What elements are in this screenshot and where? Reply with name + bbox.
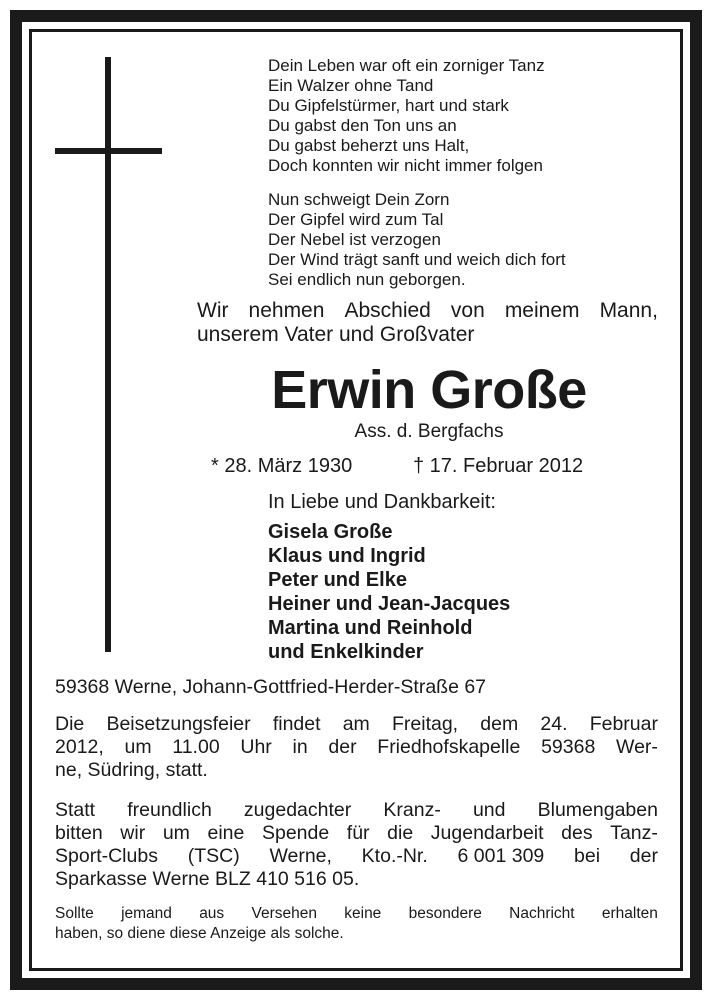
donation-line-4: Sparkasse Werne BLZ 410 516 05. [55,868,360,890]
poem-stanza-1 [268,56,545,176]
funeral-line-1 [55,713,658,736]
mourners-list [268,520,510,664]
mourner-name: Martina und Reinhold [268,617,473,639]
donation-line-1 [55,799,658,822]
intro-word: Wir [197,299,229,322]
word: Uhr [240,736,272,758]
note-line-1 [55,904,658,924]
birth-date: * 28. März 1930 [211,455,353,477]
word: 11.00 [172,736,220,758]
mourner-name: Gisela Große [268,521,393,543]
farewell-intro [197,299,658,347]
cross-horizontal-bar [55,148,162,154]
intro-line-2: unserem Vater und Großvater [197,323,475,346]
word: in [292,736,308,758]
word: am [342,713,370,735]
poem-line: Du Gipfelstürmer, hart und stark [268,96,509,115]
word: der [629,845,658,867]
word: Beisetzungsfeier [106,713,251,735]
intro-word: von [450,299,485,322]
poem-line: Ein Walzer ohne Tand [268,76,434,95]
word: (TSC) [187,845,240,867]
intro-word: Mann, [599,299,658,322]
word: freundlich [127,799,212,821]
mourner-name: Heiner und Jean-Jacques [268,593,511,615]
word: 6 001 309 [457,845,545,867]
poem-line: Der Nebel ist verzogen [268,230,441,249]
mourner-name: Klaus und Ingrid [268,545,426,567]
word: eine [207,822,245,844]
donation-line-3 [55,845,658,868]
word: um [162,822,190,844]
funeral-line-3: ne, Südring, statt. [55,759,208,781]
word: zugedachter [243,799,352,821]
poem-line: Der Gipfel wird zum Tal [268,210,444,229]
word: und [472,799,506,821]
word: Friedhofskapelle [377,736,521,758]
poem-line: Doch konnten wir nicht immer folgen [268,156,543,175]
word: besondere [408,905,482,922]
word: um [124,736,152,758]
word: 24. [540,713,568,735]
poem-line: Nun schweigt Dein Zorn [268,190,450,209]
funeral-paragraph [55,713,658,782]
word: Tanz- [610,822,658,844]
poem-stanza-2 [268,190,566,290]
word: bitten [55,822,103,844]
word: keine [344,905,382,922]
poem-line: Dein Leben war oft ein zorniger Tanz [268,56,545,75]
word: Wer- [616,736,658,758]
intro-line-1 [197,299,658,323]
word: findet [272,713,321,735]
word: 59368 [541,736,596,758]
word: Jugendarbeit [430,822,544,844]
word: Kranz- [383,799,441,821]
word: Blumengaben [537,799,658,821]
donation-paragraph [55,799,658,891]
poem-line: Der Wind trägt sanft und weich dich fort [268,250,566,269]
word: Freitag, [391,713,459,735]
word: des [561,822,593,844]
mourner-name: und Enkelkinder [268,641,424,663]
word: Spende [261,822,330,844]
thanks-line: In Liebe und Dankbarkeit: [268,491,496,513]
word: Statt [55,799,96,821]
intro-word: Abschied [344,299,431,322]
funeral-line-2 [55,736,658,759]
closing-note [55,904,658,944]
poem-line: Du gabst den Ton uns an [268,116,457,135]
deceased-title: Ass. d. Bergfachs [354,421,504,442]
word: der [328,736,357,758]
family-address: 59368 Werne, Johann-Gottfried-Herder-Straße 67 [55,676,487,698]
cross-vertical-bar [105,57,111,652]
word: Februar [589,713,658,735]
word: Sollte [55,905,94,922]
word: Nachricht [509,905,575,922]
word: erhalten [601,905,658,922]
word: 2012, [55,736,104,758]
word: Die [55,713,85,735]
word: dem [480,713,519,735]
word: wir [120,822,146,844]
word: jemand [121,905,172,922]
note-line-2: haben, so diene diese Anzeige als solche. [55,925,344,942]
donation-line-2 [55,822,658,845]
word: aus [199,905,225,922]
word: die [387,822,414,844]
mourner-name: Peter und Elke [268,569,407,591]
death-date: † 17. Februar 2012 [413,455,584,477]
word: Versehen [251,905,317,922]
word: Werne, [269,845,332,867]
word: für [346,822,370,844]
poem-line: Du gabst beherzt uns Halt, [268,136,470,155]
word: Sport-Clubs [55,845,158,867]
intro-word: nehmen [248,299,325,322]
poem-line: Sei endlich nun geborgen. [268,270,466,289]
intro-word: meinem [504,299,580,322]
word: Kto.-Nr. [361,845,428,867]
word: bei [574,845,601,867]
deceased-name: Erwin Große [271,360,587,420]
